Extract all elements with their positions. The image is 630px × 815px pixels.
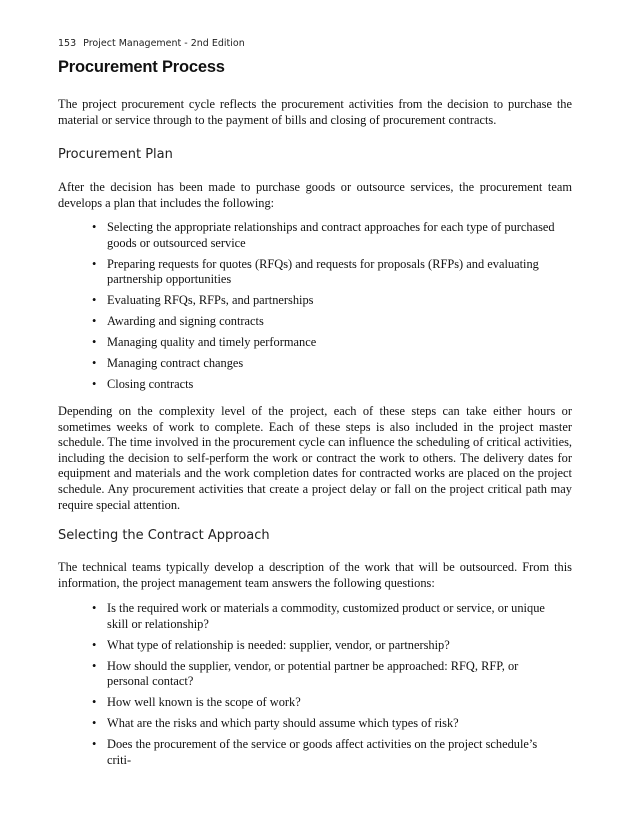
page-number: 153 bbox=[58, 38, 77, 49]
contract-approach-list bbox=[92, 601, 562, 774]
list-item: • Does the procurement of the service or goods affect activities on the project schedule’s criti- bbox=[92, 737, 562, 768]
list-item: • Closing contracts bbox=[92, 377, 562, 393]
list-item: • What are the risks and which party should assume which types of risk? bbox=[92, 716, 562, 732]
procurement-plan-lead: After the decision has been made to purchase goods or outsource services, the procurement team develops a plan that includes the following: bbox=[58, 180, 572, 210]
list-item: • How well known is the scope of work? bbox=[92, 695, 562, 711]
page-title: Procurement Process bbox=[58, 58, 225, 76]
contract-approach-lead: The technical teams typically develop a description of the work that will be outsourced. From this information, the project management team answers the following questions: bbox=[58, 560, 572, 590]
running-header bbox=[58, 38, 245, 49]
procurement-plan-list bbox=[92, 220, 562, 398]
book-title: Project Management - 2nd Edition bbox=[83, 38, 245, 49]
list-item: • Is the required work or materials a commodity, customized product or service, or unique skill or relationship? bbox=[92, 601, 562, 632]
list-item: • Managing quality and timely performance bbox=[92, 335, 562, 351]
procurement-plan-follow: Depending on the complexity level of the project, each of these steps can take either hours or sometimes weeks of work to complete. Each of these steps is also included in the project master schedule. The time involved in the procurement cycle can influence the scheduling of critical activities, including the decision to self-perform the work or contract the work to others. The delivery dates for equipment and materials and the work completion dates for contracted works are placed on the project schedule. Any procurement activities that create a project delay or fall on the project critical path may require special attention. bbox=[58, 404, 572, 512]
list-item: • How should the supplier, vendor, or potential partner be approached: RFQ, RFP, or personal contact? bbox=[92, 659, 562, 690]
list-item: • What type of relationship is needed: supplier, vendor, or partnership? bbox=[92, 638, 562, 654]
list-item: • Selecting the appropriate relationships and contract approaches for each type of purchased goods or outsourced service bbox=[92, 220, 562, 251]
list-item: • Evaluating RFQs, RFPs, and partnerships bbox=[92, 293, 562, 309]
list-item: • Preparing requests for quotes (RFQs) and requests for proposals (RFPs) and evaluating partnership opportunities bbox=[92, 257, 562, 288]
contract-approach-heading: Selecting the Contract Approach bbox=[58, 528, 270, 543]
intro-paragraph: The project procurement cycle reflects the procurement activities from the decision to purchase the material or service through to the payment of bills and closing of procurement contracts. bbox=[58, 97, 572, 127]
list-item: • Managing contract changes bbox=[92, 356, 562, 372]
procurement-plan-heading: Procurement Plan bbox=[58, 147, 173, 162]
list-item: • Awarding and signing contracts bbox=[92, 314, 562, 330]
